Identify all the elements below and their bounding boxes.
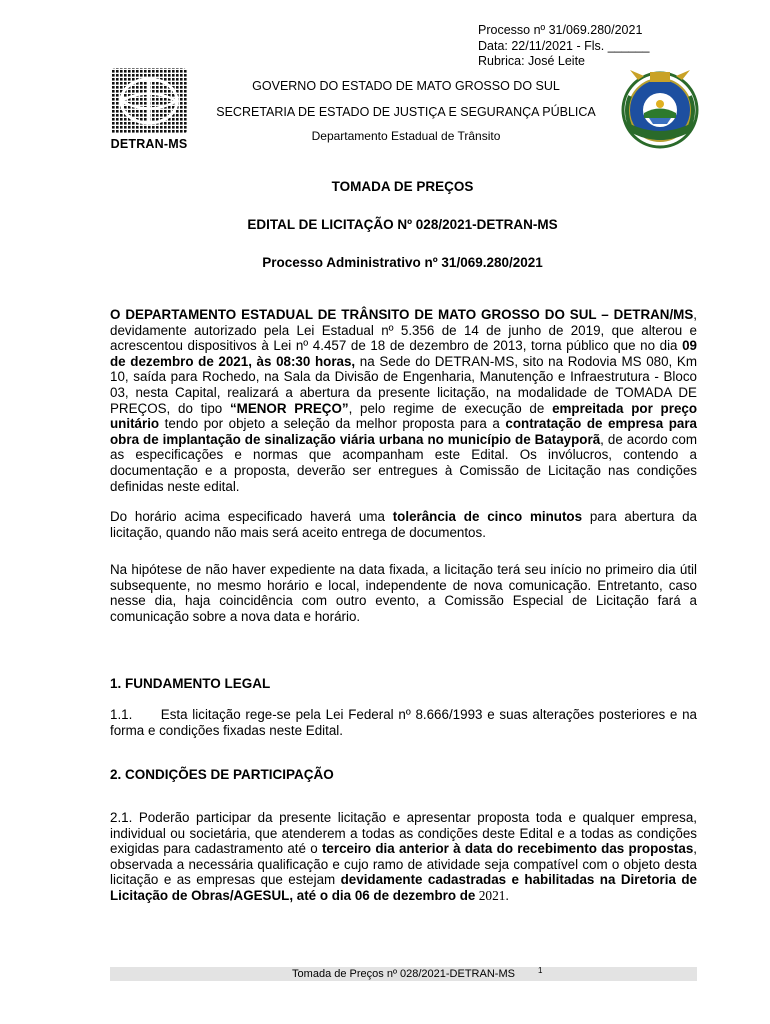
intro-object: contratação de empresa para obra de implantação de sinalização viária urbana no município de Batayporã [110,416,697,447]
participation-year: 2021. [475,887,509,903]
intro-date: 09 de dezembro de 2021, às 08:30 horas, [110,338,697,369]
tolerance-highlight: tolerância de cinco minutos [392,509,583,524]
mato-grosso-do-sul-coat-of-arms-icon [620,66,700,154]
section-1-heading: 1. FUNDAMENTO LEGAL [110,676,271,691]
intro-text-3: , pelo regime de execução de [348,400,553,416]
header-government: GOVERNO DO ESTADO DE MATO GROSSO DO SUL [252,79,560,93]
intro-paragraph [110,307,697,494]
intro-agency: O DEPARTAMENTO ESTADUAL DE TRÂNSITO DE MATO GROSSO DO SUL – DETRAN/MS [110,307,694,322]
intro-text-2: na Sede do DETRAN-MS, sito na Rodovia MS 080, Km 10, saída para Rochedo, na Sala da Divisão de Engenharia, Manutenção e Infraestrutura - Bloco 03, nesta Capital, realizará a abertura da presente licitação, na modalidade de TOMADA DE PREÇOS, do tipo [110,353,697,416]
participation-deadline: terceiro dia anterior à data do recebimento das propostas [321,841,694,857]
stamp-process-number: Processo nº 31/069.280/2021 [478,23,643,37]
tolerance-paragraph [110,509,697,540]
process-stamp [478,23,649,70]
header-secretariat: SECRETARIA DE ESTADO DE JUSTIÇA E SEGURANÇA PÚBLICA [216,105,596,119]
logo-label: DETRAN-MS [110,137,188,151]
page-number: 1 [538,966,543,975]
edital-title: EDITAL DE LICITAÇÃO Nº 028/2021-DETRAN-MS [247,217,558,232]
section-1-1-paragraph: 1.1. Esta licitação rege-se pela Lei Federal nº 8.666/1993 e suas alterações posteriores e na forma e condições fixadas neste Edital. [110,707,701,738]
detran-globe-icon [108,66,190,136]
process-title: Processo Administrativo nº 31/069.280/2021 [262,255,543,270]
document-type-title: TOMADA DE PREÇOS [331,179,474,194]
intro-text-4: tendo por objeto a seleção da melhor proposta para a [159,416,506,432]
intro-text-1: , devidamente autorizado pela Lei Estadual nº 5.356 de 14 de junho de 2019, que alterou e acrescentou dispositivos à Lei nº 4.457 de 18 de dezembro de 2013, torna público que no dia [110,307,697,354]
intro-type: “MENOR PREÇO” [229,400,349,416]
detran-ms-logo-icon [108,66,190,156]
participation-text-1: 2.1. Poderão participar da presente licitação e apresentar proposta toda e qualquer empresa, individual ou societária, que atenderem a todas as condições deste Edital e a todas as condições exigidas para cadastramento até o [110,810,697,857]
stamp-date: Data: 22/11/2021 - Fls. ______ [478,38,650,53]
tolerance-text-2: para abertura da licitação, quando não mais será aceito entrega de documentos. [110,509,698,540]
section-2-1-paragraph [110,810,697,904]
holiday-paragraph: Na hipótese de não haver expediente na data fixada, a licitação terá seu início no primeiro dia útil subsequente, no mesmo horário e local, independente de nova comunicação. Entretanto, caso nesse dia, haja coincidência com outro evento, a Comissão Especial de Licitação fará a comunicação sobre a nova data e horário. [110,562,697,624]
page-footer [110,967,697,981]
document-header [196,78,616,144]
footer-text: Tomada de Preços nº 028/2021-DETRAN-MS [292,968,515,980]
section-2-heading: 2. CONDIÇÕES DE PARTICIPAÇÃO [110,767,334,782]
tolerance-text-1: Do horário acima especificado haverá uma [110,509,393,524]
intro-text-5: , de acordo com as especificações e normas que acompanham este Edital. Os invólucros, contendo a documentação e a proposta, deverão ser entregues à Comissão de Licitação nas condições definidas neste edital. [110,431,697,494]
participation-registration: devidamente cadastradas e habilitadas na Diretoria de Licitação de Obras/AGESUL, até o dia 06 de dezembro de [110,872,697,903]
header-department: Departamento Estadual de Trânsito [311,129,501,143]
intro-regime: empreitada por preço unitário [110,400,698,432]
participation-text-2: , observada a necessária qualificação e cujo ramo de atividade seja compatível com o objeto desta licitação e as empresas que estejam [110,841,697,888]
stamp-signature: Rubrica: José Leite [478,54,586,68]
